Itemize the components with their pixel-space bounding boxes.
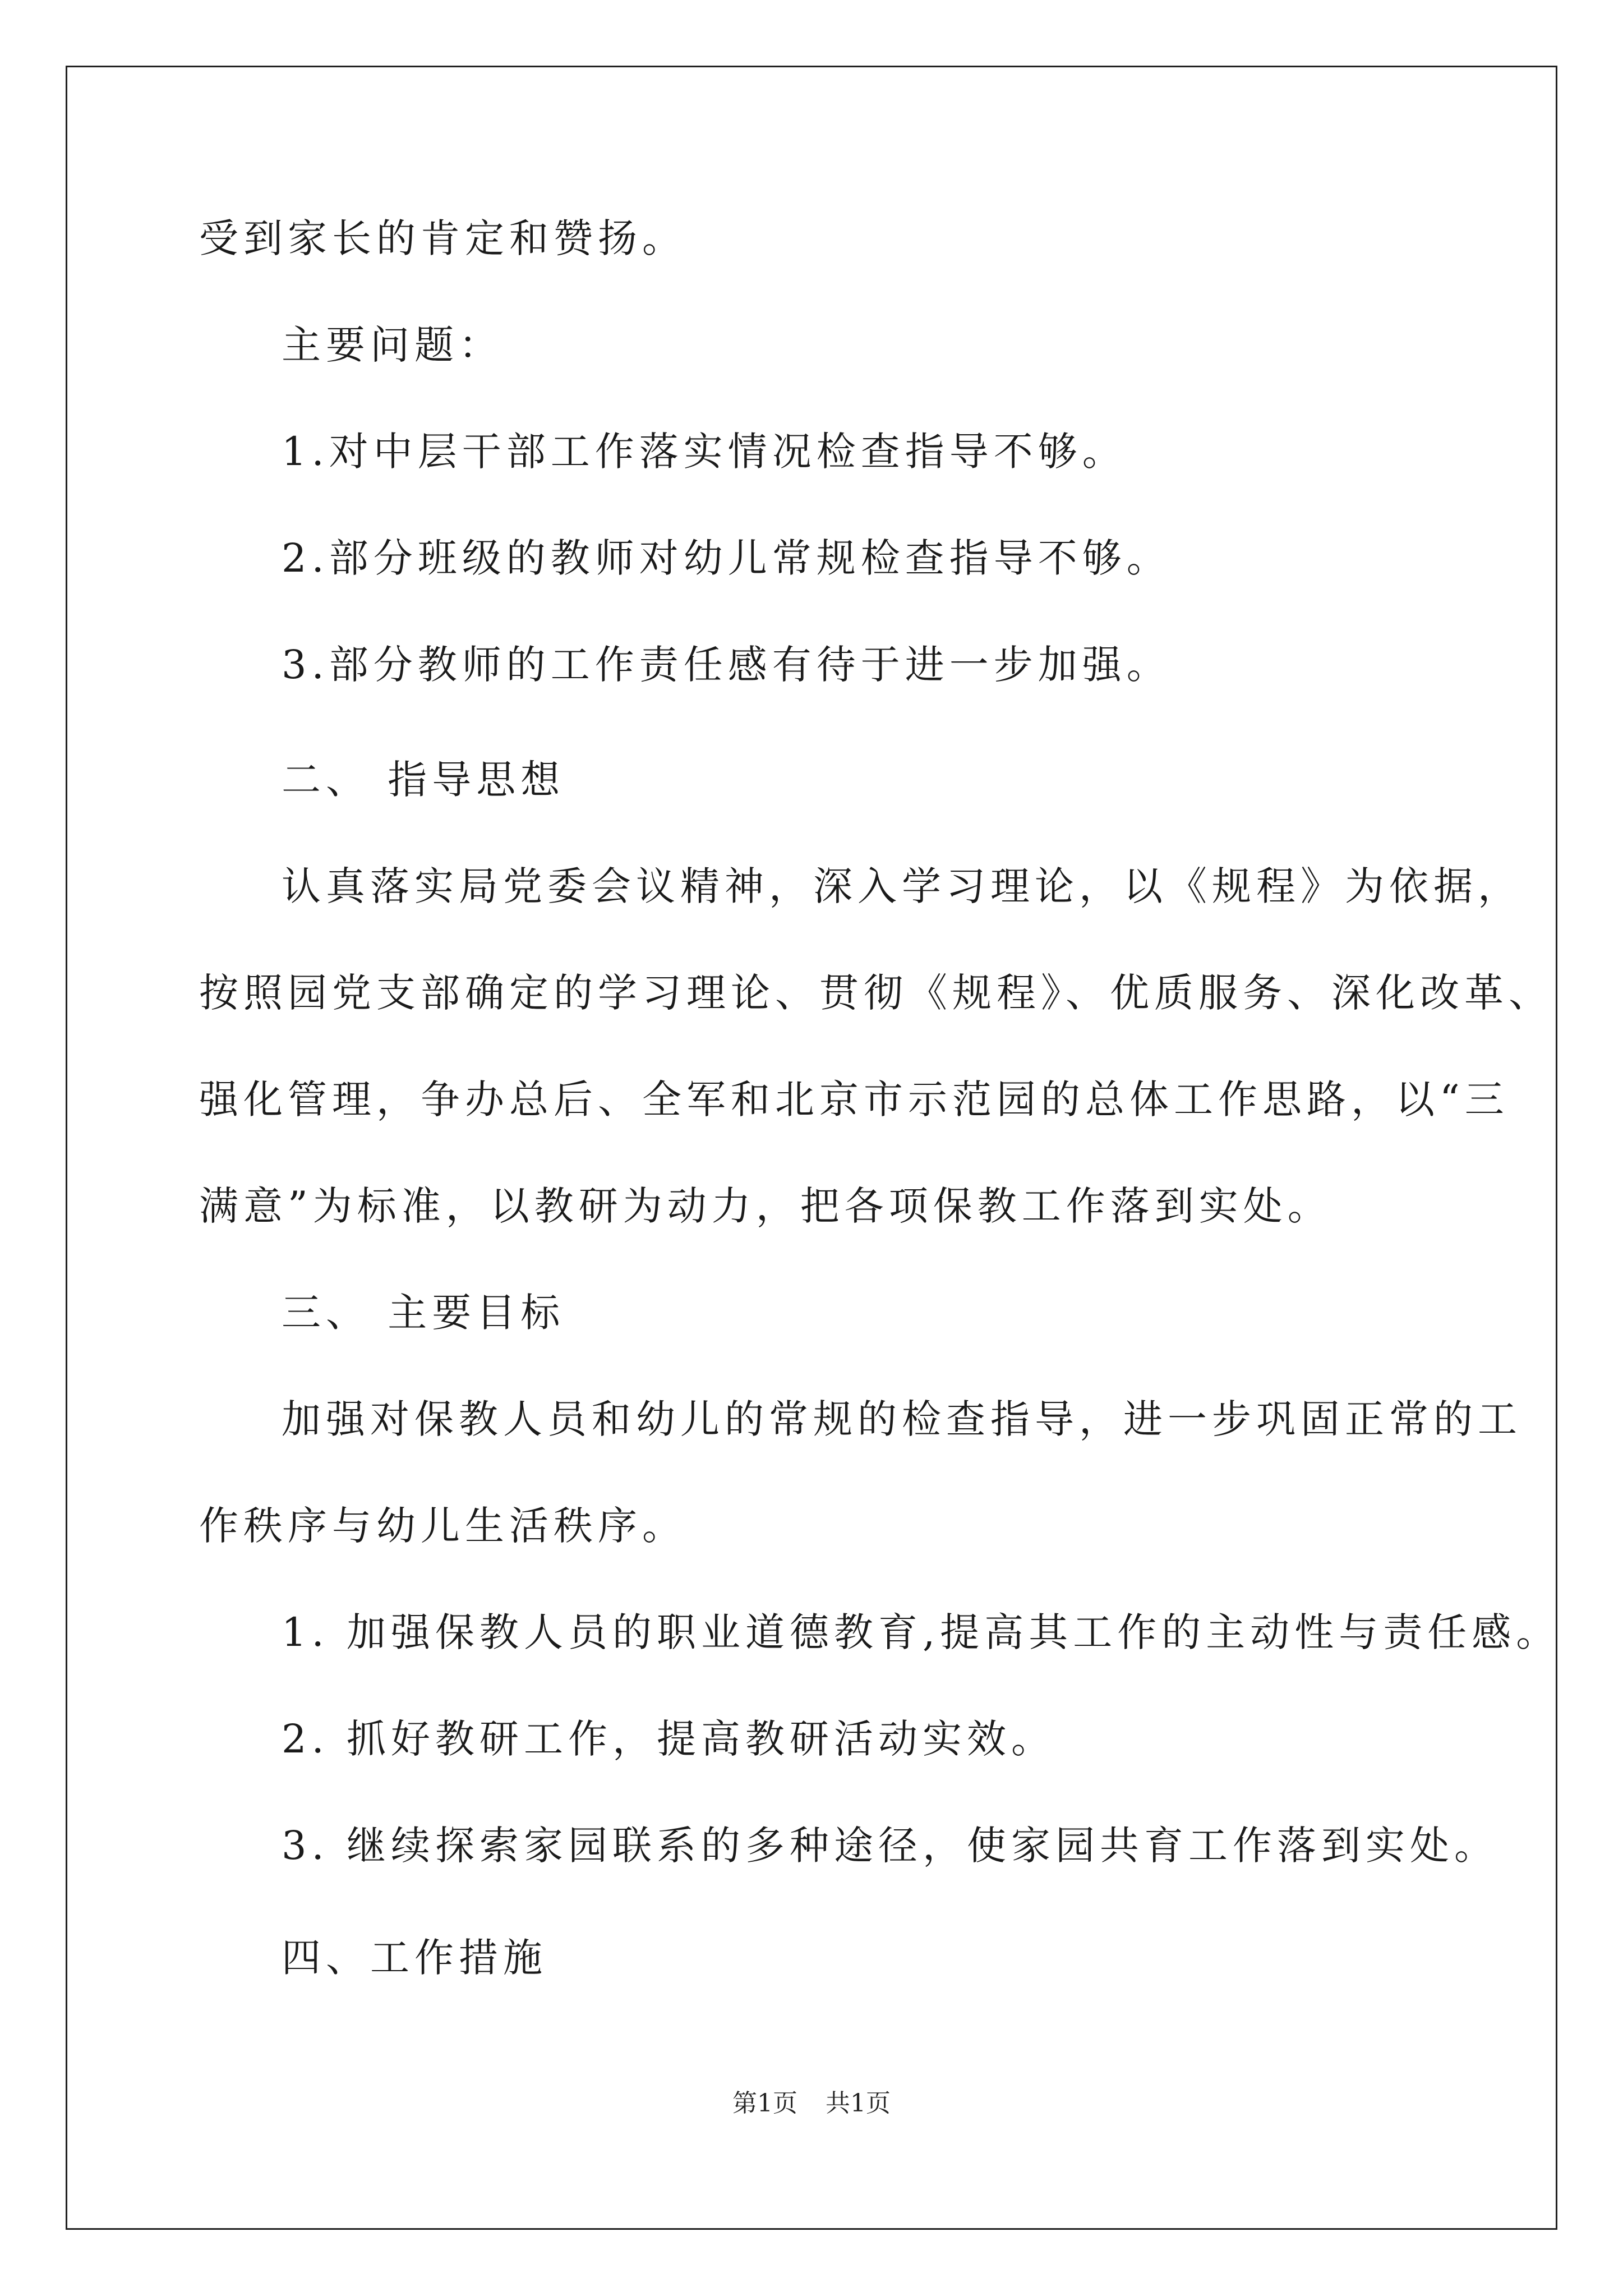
list-item: 3. 继续探索家园联系的多种途径，使家园共育工作落到实处。 — [282, 1823, 1499, 1869]
section-label: 主要问题： — [282, 322, 503, 368]
list-item: 2.部分班级的教师对幼儿常规检查指导不够。 — [282, 535, 1171, 581]
paragraph-line: 作秩序与幼儿生活秩序。 — [199, 1503, 686, 1549]
section-heading: 四、工作措施 — [282, 1935, 547, 1981]
list-item: 1. 加强保教人员的职业道德教育,提高其工作的主动性与责任感。 — [282, 1609, 1561, 1655]
paragraph-line: 强化管理，争办总后、全军和北京市示范园的总体工作思路，以“三 — [199, 1076, 1509, 1122]
page-footer — [0, 2087, 1623, 2120]
list-item: 2. 抓好教研工作，提高教研活动实效。 — [282, 1716, 1056, 1762]
paragraph-line: 加强对保教人员和幼儿的常规的检查指导，进一步巩固正常的工 — [282, 1396, 1522, 1442]
paragraph-line: 满意”为标准，以教研为动力，把各项保教工作落到实处。 — [199, 1183, 1332, 1229]
paragraph-line: 认真落实局党委会议精神，深入学习理论，以《规程》为依据， — [282, 863, 1522, 909]
list-item: 3.部分教师的工作责任感有待于进一步加强。 — [282, 642, 1171, 688]
section-heading: 二、 指导思想 — [282, 757, 565, 803]
list-item: 1.对中层干部工作落实情况检查指导不够。 — [282, 429, 1127, 475]
page-border — [66, 66, 1557, 2230]
section-heading: 三、 主要目标 — [282, 1290, 565, 1336]
paragraph-line: 受到家长的肯定和赞扬。 — [199, 215, 686, 261]
paragraph-line: 按照园党支部确定的学习理论、贯彻《规程》、优质服务、深化改革、 — [199, 970, 1553, 1016]
page-number: 第1页 — [732, 2089, 797, 2118]
page-total: 共1页 — [826, 2089, 891, 2118]
